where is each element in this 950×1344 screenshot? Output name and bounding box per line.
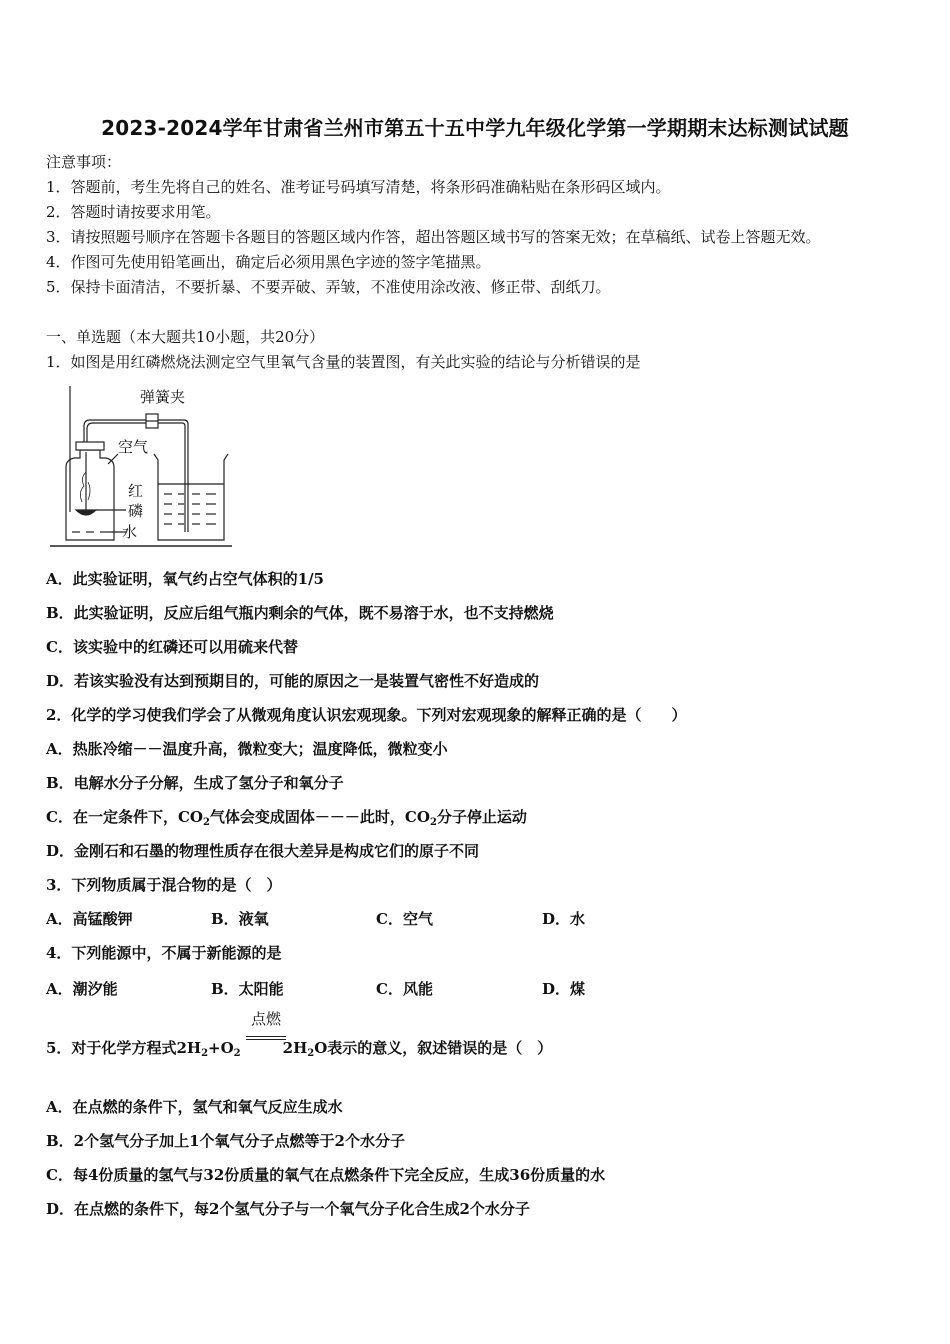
q2-option-c: C．在一定条件下，$CO_2$气体会变成固体－－－此时，$CO_2$分子停止运动 (46, 808, 527, 828)
label-air: 空气 (118, 438, 149, 456)
stopper (76, 442, 104, 450)
q4-option-b: B．太阳能 (211, 980, 284, 998)
question-4-stem: 4．下列能源中，不属于新能源的是 (46, 944, 282, 962)
q3-option-b: B．液氧 (211, 910, 269, 928)
page-title: 2023-2024学年甘肃省兰州市第五十五中学九年级化学第一学期期末达标测试试题 (101, 116, 849, 140)
notice-item: 4．作图可先使用铅笔画出，确定后必须用黑色字迹的签字笔描黑。 (46, 253, 491, 271)
reaction-arrow (246, 1010, 286, 1040)
notice-item: 2．答题时请按要求用笔。 (46, 203, 221, 221)
q3-option-a: A．高锰酸钾 (46, 910, 133, 928)
notice-item: 1．答题前，考生先将自己的姓名、准考证号码填写清楚，将条形码准确粘贴在条形码区域内。 (46, 178, 671, 196)
q1-option-c: C．该实验中的红磷还可以用硫来代替 (46, 638, 298, 656)
label-clip: 弹簧夹 (140, 388, 186, 406)
q5-option-d: D．在点燃的条件下，每2个氢气分子与一个氧气分子化合生成2个水分子 (46, 1200, 530, 1218)
label-red: 红 (128, 482, 144, 500)
reaction-condition: 点燃 (250, 1010, 281, 1028)
q5-option-b: B．2个氢气分子加上1个氧气分子点燃等于2个水分子 (46, 1132, 405, 1150)
notice-item: 3．请按照题号顺序在答题卡各题目的答题区域内作答，超出答题区域书写的答案无效；在草稿纸、试卷上答题无效。 (46, 228, 821, 246)
question-2-stem: 2．化学的学习使我们学会了从微观角度认识宏观现象。下列对宏观现象的解释正确的是（ ） (46, 706, 687, 724)
q5-option-a: A．在点燃的条件下，氢气和氧气反应生成水 (46, 1098, 343, 1116)
notice-heading: 注意事项： (46, 153, 122, 171)
beaker (154, 454, 228, 540)
q4-option-d: D．煤 (542, 980, 586, 998)
q4-option-a: A．潮汐能 (46, 980, 118, 998)
q2-option-b: B．电解水分子分解，生成了氢分子和氧分子 (46, 774, 344, 792)
section-heading: 一、单选题（本大题共10小题，共20分） (46, 328, 325, 346)
notice-item: 5．保持卡面清洁，不要折暴、不要弄破、弄皱，不准使用涂改液、修正带、刮纸刀。 (46, 278, 611, 296)
question-5-stem: 5．对于化学方程式$2H_2+O_2$ $2H_2O$表示的意义，叙述错误的是（ ） (46, 1039, 553, 1059)
apparatus-diagram (46, 382, 236, 552)
q2-option-a: A．热胀冷缩－－温度升高，微粒变大；温度降低，微粒变小 (46, 740, 448, 758)
gas-bottle (66, 450, 114, 540)
q5-option-c: C．每4份质量的氢气与32份质量的氧气在点燃条件下完全反应，生成36份质量的水 (46, 1166, 606, 1184)
q1-option-b: B．此实验证明，反应后组气瓶内剩余的气体，既不易溶于水，也不支持燃烧 (46, 604, 554, 622)
q1-option-a: A．此实验证明，氧气约占空气体积的1/5 (46, 570, 324, 588)
q4-option-c: C．风能 (376, 980, 433, 998)
q1-option-d: D．若该实验没有达到预期目的，可能的原因之一是装置气密性不好造成的 (46, 672, 540, 690)
q3-option-c: C．空气 (376, 910, 433, 928)
q2-option-d: D．金刚石和石墨的物理性质存在很大差异是构成它们的原子不同 (46, 842, 480, 860)
equals-bar (246, 1036, 286, 1040)
q3-option-d: D．水 (542, 910, 586, 928)
label-water: 水 (122, 523, 138, 541)
label-phosphorus: 磷 (128, 502, 144, 520)
question-1-stem: 1．如图是用红磷燃烧法测定空气里氧气含量的装置图，有关此实验的结论与分析错误的是 (46, 353, 641, 371)
question-3-stem: 3．下列物质属于混合物的是（ ） (46, 876, 282, 894)
